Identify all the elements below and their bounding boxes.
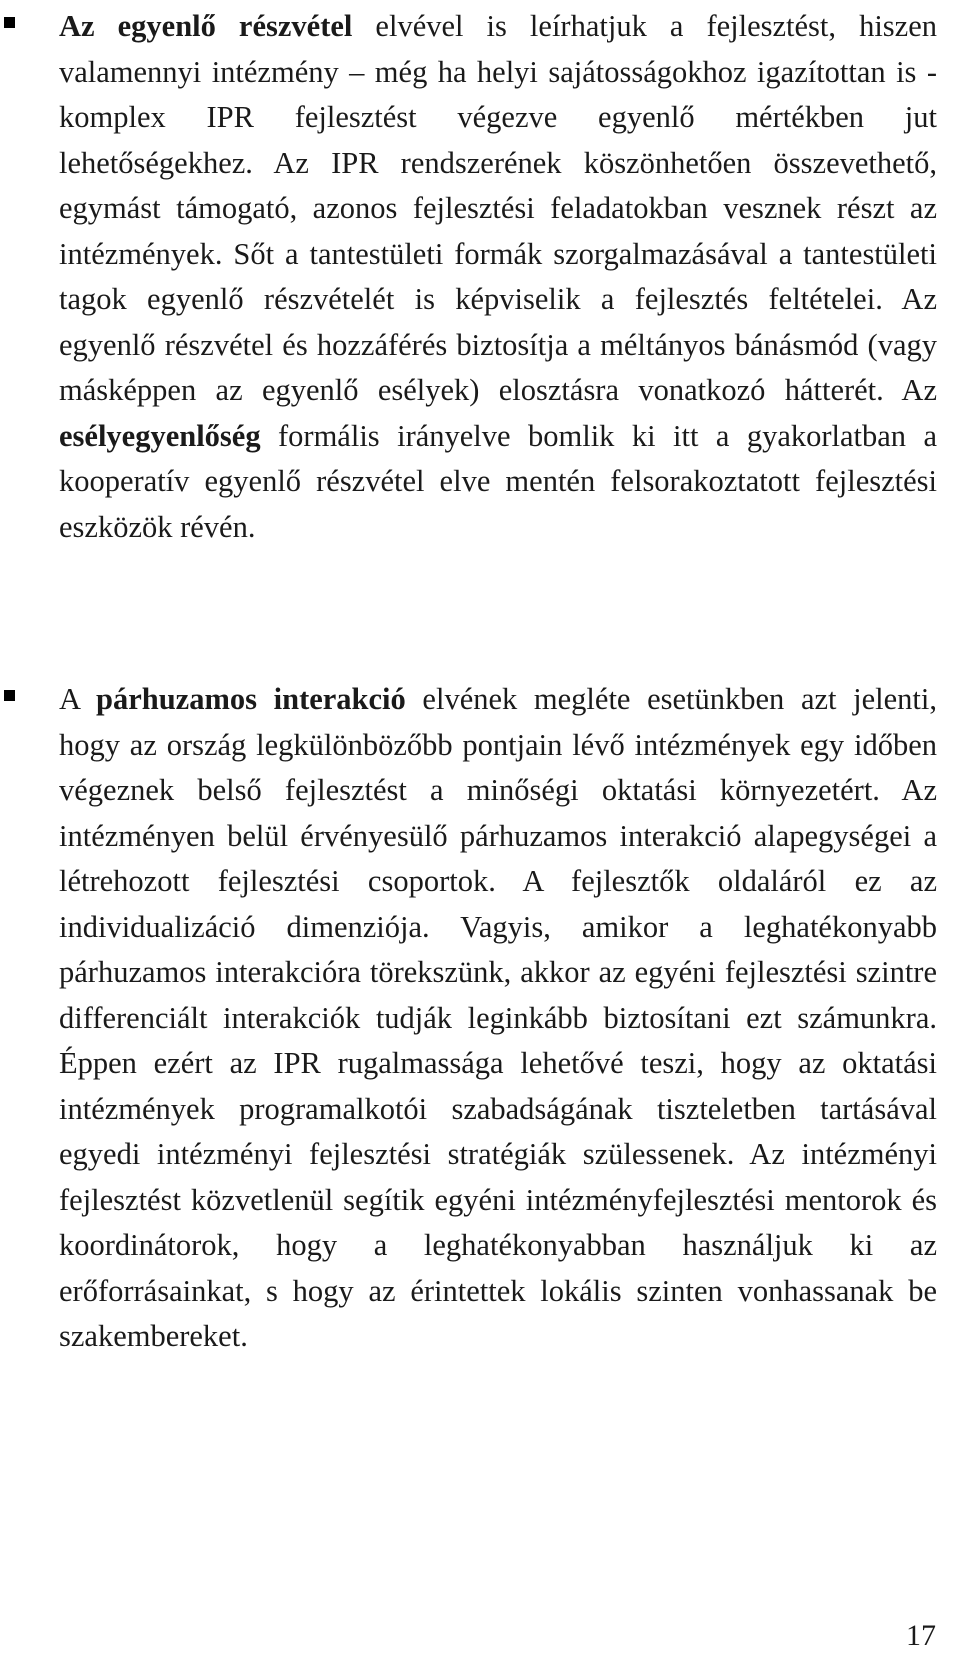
paragraph-text: elvével is leírhatjuk a fejlesztést, hiszen valamennyi intézmény – még ha helyi sajátosságokhoz igazítottan is - komplex IPR fejlesztést végezve egyenlő mértékben jut lehetőségekhez. Az IPR rendszerének köszönhetően összevethető, egymást támogató, azonos fejlesztési feladatokban vesznek részt az intézmények. Sőt a tantestületi formák szorgalmazásával a tantestületi tagok egyenlő részvételét is képviselik a fejlesztés feltételei. Az egyenlő részvétel és hozzáférés biztosítja a méltányos bánásmód (vagy másképpen az egyenlő esélyek) elosztásra vonatkozó hátterét. Az: [59, 9, 937, 407]
paragraph-parallel-interaction: [59, 677, 937, 1360]
page-number: 17: [906, 1619, 936, 1652]
term-equal-participation: Az egyenlő részvétel: [59, 9, 353, 43]
paragraph-text: elvének megléte esetünkben azt jelenti, hogy az ország legkülönbözőbb pontjain lévő intézmények egy időben végeznek belső fejlesztést a minőségi oktatási környezetért. Az intézményen belül érvényesülő párhuzamos interakció alapegységei a létrehozott fejlesztési csoportok. A fejlesztők oldaláról ez az individualizáció dimenziója. Vagyis, amikor a leghatékonyabb párhuzamos interakcióra törekszünk, akkor az egyéni fejlesztési szintre differenciált interakciók tudják leginkább biztosítani ezt számunkra. Éppen ezért az IPR rugalmassága lehetővé teszi, hogy az oktatási intézmények programalkotói szabadságának tiszteletben tartásával egyedi intézményi fejlesztési stratégiák szülessenek. Az intézményi fejlesztést közvetlenül segítik egyéni intézményfejlesztési mentorok és koordinátorok, hogy a leghatékonyabban használjuk ki az erőforrásainkat, s hogy az érintettek lokális szinten vonhassanak be szakembereket.: [59, 682, 937, 1353]
term-parallel-interaction: párhuzamos interakció: [96, 682, 406, 716]
paragraph-text: A: [59, 682, 96, 716]
square-bullet-icon: [4, 17, 15, 28]
paragraph-text: formális irányelve bomlik ki itt a gyakorlatban a kooperatív egyenlő részvétel elve mentén felsorakoztatott fejlesztési eszközök révén.: [59, 418, 937, 544]
paragraph-equal-participation: [59, 4, 937, 550]
term-equal-opportunity: esélyegyenlőség: [59, 418, 261, 453]
square-bullet-icon: [4, 690, 15, 701]
